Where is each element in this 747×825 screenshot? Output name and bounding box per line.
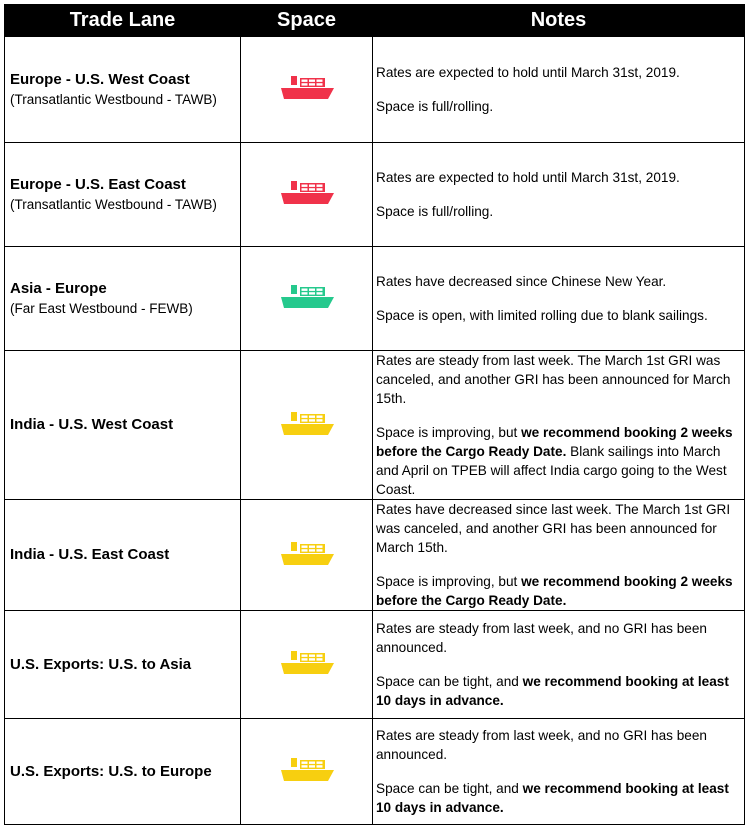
notes-cell xyxy=(373,719,745,825)
space-cell xyxy=(241,500,373,611)
notes-cell xyxy=(373,611,745,719)
ship-cabin xyxy=(291,542,297,551)
lane-name: Europe - U.S. East Coast xyxy=(10,176,186,193)
ship-hull xyxy=(281,424,334,435)
space-note: Space is full/rolling. xyxy=(376,99,494,114)
notes-cell xyxy=(373,500,745,611)
rates-note: Rates have decreased since last week. The March 1st GRI was canceled, and another GRI has been announced for March 15th. xyxy=(376,502,731,555)
ship-cabin xyxy=(291,76,297,85)
trade-lane-cell xyxy=(5,37,241,143)
ship-cabin xyxy=(291,651,297,660)
trade-lane-cell xyxy=(5,351,241,500)
ship-icon xyxy=(278,281,336,311)
ship-hull xyxy=(281,663,334,674)
lane-name: U.S. Exports: U.S. to Asia xyxy=(10,655,192,673)
table-row xyxy=(5,143,745,247)
space-note: Space can be tight, and we recommend booking at least 10 days in advance. xyxy=(376,674,729,708)
rates-note: Rates are steady from last week, and no GRI has been announced. xyxy=(376,621,707,655)
header-notes: Notes xyxy=(373,5,745,37)
ship-icon xyxy=(278,72,336,102)
lane-name: Asia - Europe xyxy=(10,280,107,297)
ship-hull xyxy=(281,554,334,565)
space-cell xyxy=(241,719,373,825)
trade-lane-cell xyxy=(5,143,241,247)
ship-hull xyxy=(281,88,334,99)
space-cell xyxy=(241,351,373,500)
ship-containers xyxy=(300,78,325,87)
table-row xyxy=(5,611,745,719)
ship-hull xyxy=(281,297,334,308)
notes-cell xyxy=(373,143,745,247)
space-note: Space is improving, but we recommend booking 2 weeks before the Cargo Ready Date. Blank sailings into March and April on TPEB will affect India cargo going to the West Coast. xyxy=(376,425,733,497)
lane-subtitle: (Transatlantic Westbound - TAWB) xyxy=(10,92,217,107)
lane-name: Europe - U.S. West Coast xyxy=(10,71,190,88)
ship-containers xyxy=(300,544,325,553)
space-cell xyxy=(241,143,373,247)
ship-cabin xyxy=(291,285,297,294)
table-row xyxy=(5,37,745,143)
ship-cabin xyxy=(291,181,297,190)
ship-cabin xyxy=(291,758,297,767)
header-trade-lane: Trade Lane xyxy=(5,5,241,37)
space-note: Space is improving, but we recommend booking 2 weeks before the Cargo Ready Date. xyxy=(376,574,733,608)
space-note: Space is open, with limited rolling due to blank sailings. xyxy=(376,308,708,323)
space-note: Space is full/rolling. xyxy=(376,204,494,219)
table-row xyxy=(5,719,745,825)
space-note: Space can be tight, and we recommend booking at least 10 days in advance. xyxy=(376,781,729,815)
space-cell xyxy=(241,247,373,351)
trade-lane-cell xyxy=(5,611,241,719)
lane-name: India - U.S. East Coast xyxy=(10,546,170,563)
rates-note: Rates are expected to hold until March 31st, 2019. xyxy=(376,170,680,185)
rates-note: Rates are steady from last week. The March 1st GRI was canceled, and another GRI has been announced for March 15th. xyxy=(376,353,731,406)
notes-cell xyxy=(373,37,745,143)
rates-note: Rates have decreased since Chinese New Year. xyxy=(376,274,667,289)
table-row xyxy=(5,247,745,351)
ship-icon xyxy=(278,408,336,438)
ship-containers xyxy=(300,414,325,423)
header-row xyxy=(5,5,745,37)
notes-cell xyxy=(373,247,745,351)
rates-note: Rates are steady from last week, and no GRI has been announced. xyxy=(376,728,707,762)
header-space: Space xyxy=(241,5,373,37)
ship-hull xyxy=(281,193,334,204)
ship-icon xyxy=(278,647,336,677)
ship-containers xyxy=(300,287,325,296)
table-row xyxy=(5,351,745,500)
ship-icon xyxy=(278,754,336,784)
trade-lane-table xyxy=(4,4,745,825)
trade-lane-cell xyxy=(5,247,241,351)
ship-cabin xyxy=(291,412,297,421)
ship-icon xyxy=(278,538,336,568)
table-row xyxy=(5,500,745,611)
trade-lane-cell xyxy=(5,500,241,611)
ship-hull xyxy=(281,770,334,781)
ship-icon xyxy=(278,177,336,207)
lane-subtitle: (Transatlantic Westbound - TAWB) xyxy=(10,197,217,212)
trade-lane-cell xyxy=(5,719,241,825)
lane-name: India - U.S. West Coast xyxy=(10,416,174,433)
ship-containers xyxy=(300,760,325,769)
space-cell xyxy=(241,37,373,143)
space-cell xyxy=(241,611,373,719)
notes-cell xyxy=(373,351,745,500)
ship-containers xyxy=(300,653,325,662)
lane-name: U.S. Exports: U.S. to Europe xyxy=(10,762,212,780)
ship-containers xyxy=(300,183,325,192)
rates-note: Rates are expected to hold until March 31st, 2019. xyxy=(376,65,680,80)
lane-subtitle: (Far East Westbound - FEWB) xyxy=(10,301,193,316)
